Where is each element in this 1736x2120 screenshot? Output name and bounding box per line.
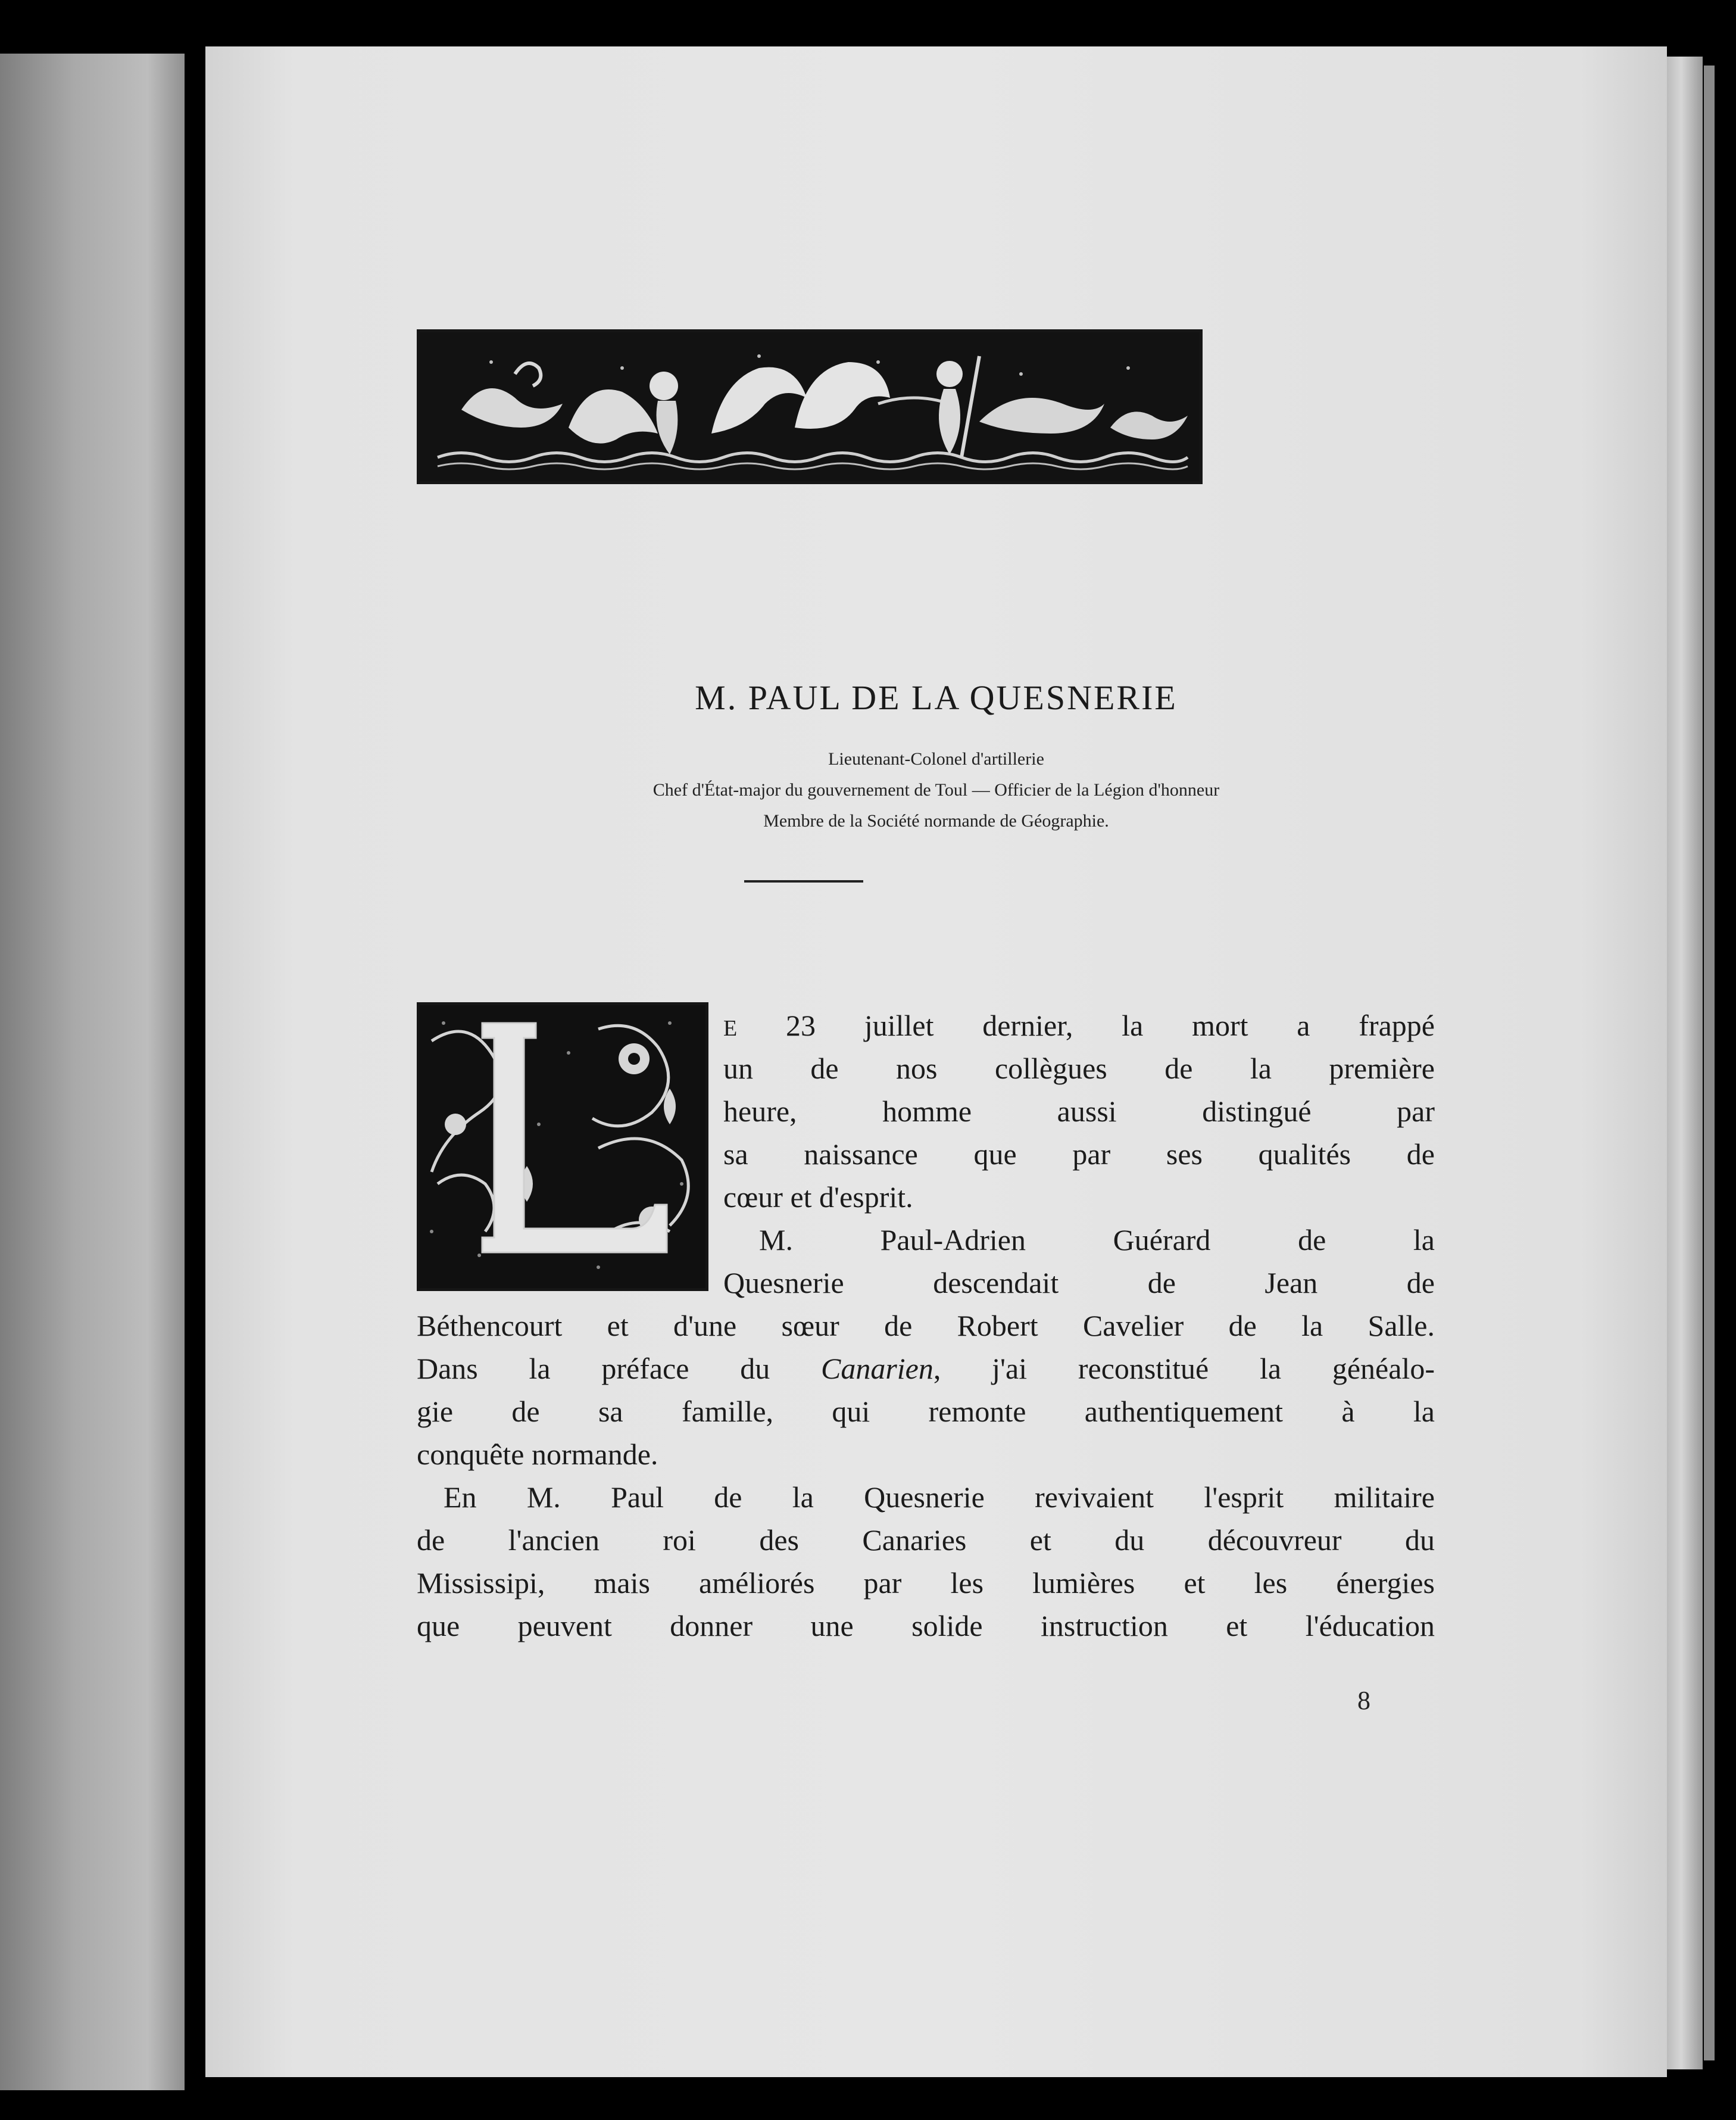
body-line-12: En M. Paul de la Quesnerie revivaient l'esprit militaire [444,1480,1435,1514]
page-number: 8 [1357,1686,1370,1715]
subtitle-position: Chef d'État-major du gouvernement de Toul — Officier de la Légion d'honneur [652,780,1220,800]
subtitle-rank: Lieutenant-Colonel d'artillerie [828,749,1044,769]
sea-creatures-engraving [426,338,1194,475]
illuminated-dropcap [417,1002,708,1291]
body-line-15: que peuvent donner une solide instruction et l'éducation [417,1609,1435,1642]
body-line-6: M. Paul-Adrien Guérard de la [759,1223,1435,1257]
body-line-14: Mississipi, mais améliorés par les lumières et les énergies [417,1566,1435,1600]
body-line-4: sa naissance que par ses qualités de [723,1137,1435,1171]
facing-page-edge [0,54,185,2090]
body-line-10: gie de sa famille, qui remonte authentiquement à la [417,1395,1435,1428]
subtitle-society: Membre de la Société normande de Géographie. [763,811,1109,831]
body-line-8: Béthencourt et d'une sœur de Robert Cavelier de la Salle. [417,1309,1435,1342]
body-line-5: cœur et d'esprit. [723,1180,913,1214]
body-line-1: E 23 juillet dernier, la mort a frappé [723,1009,1435,1042]
article-title: M. PAUL DE LA QUESNERIE [695,678,1178,717]
body-line-9: Dans la préface du Canarien, j'ai reconstitué la généalo- [417,1352,1435,1385]
binding-edge [1704,66,1715,2060]
body-line-2: un de nos collègues de la première [723,1052,1435,1085]
book-title-canarien: Canarien [820,1352,933,1385]
body-line-11: conquête normande. [417,1438,658,1471]
body-line-7: Quesnerie descendait de Jean de [723,1266,1435,1299]
body-line-3: heure, homme aussi distingué par [723,1095,1435,1128]
body-line-13: de l'ancien roi des Canaries et du découvreur du [417,1523,1435,1557]
page-stack-edge [1667,57,1703,2069]
title-divider [744,880,863,883]
floral-letter-l-icon [420,1005,705,1288]
book-page [205,46,1667,2077]
ornamental-banner [417,329,1203,484]
